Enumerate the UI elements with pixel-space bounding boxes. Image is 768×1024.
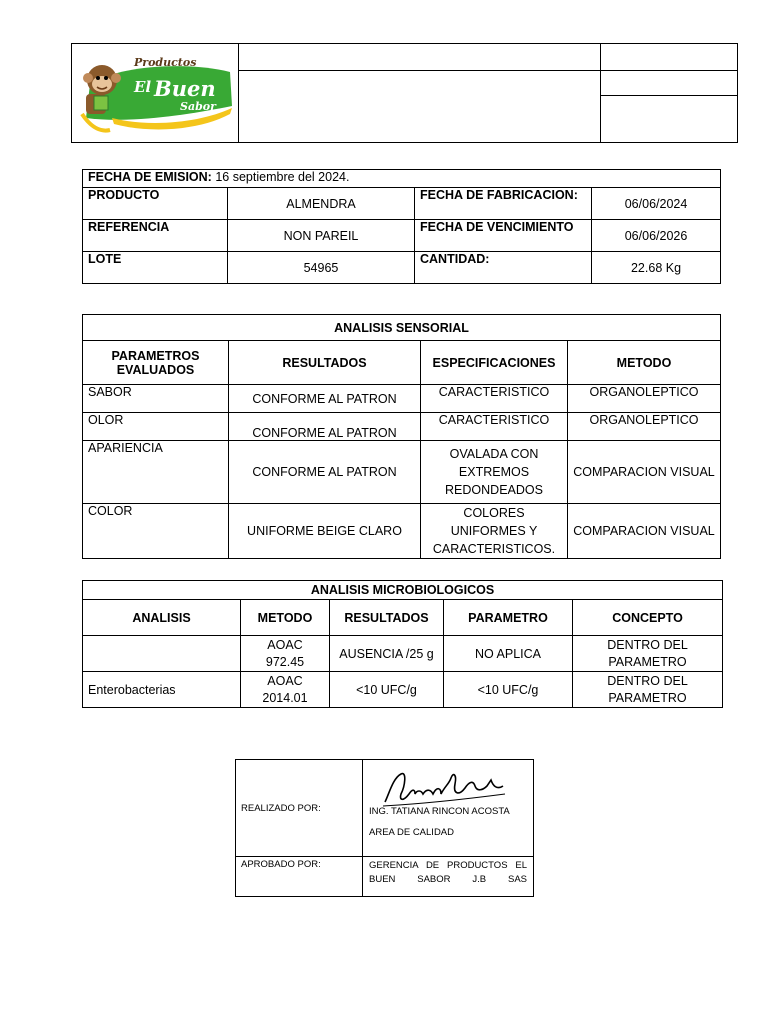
info-value: 06/06/2024 [592,188,721,220]
product-info-table [82,169,721,284]
info-value: 54965 [228,252,415,284]
info-label: PRODUCTO [83,188,228,220]
concept-cell: DENTRO DEL PARAMETRO [573,636,723,672]
header-code-cell [601,44,738,71]
table-row [83,504,721,559]
parameter-cell: <10 UFC/g [444,672,573,708]
result-cell: <10 UFC/g [330,672,444,708]
method-cell: ORGANOLEPTICO [568,413,721,441]
column-header: METODO [568,341,721,385]
info-value: ALMENDRA [228,188,415,220]
info-label: FECHA DE FABRICACION: [415,188,592,220]
info-value: 06/06/2026 [592,220,721,252]
logo-brand-line3: Sabor [180,100,216,113]
document-header [71,43,738,143]
column-header: PARAMETRO [444,600,573,636]
signature-image [379,764,509,810]
made-by-area: AREA DE CALIDAD [369,827,454,838]
table-row [83,385,721,413]
method-cell: AOAC 2014.01 [241,672,330,708]
param-cell: APARIENCIA [83,441,229,504]
result-cell: AUSENCIA /25 g [330,636,444,672]
logo-top-text: Productos [134,56,197,69]
info-row [83,220,721,252]
result-cell: CONFORME AL PATRON [229,413,421,441]
spec-cell: CARACTERISTICO [421,385,568,413]
logo-cell [72,44,239,143]
column-header: RESULTADOS [330,600,444,636]
made-by-label: REALIZADO POR: [236,760,363,857]
signature-table [235,759,534,897]
approved-label: APROBADO POR: [236,857,363,897]
table-row [83,413,721,441]
info-label: LOTE [83,252,228,284]
table-row [83,636,723,672]
info-value: 22.68 Kg [592,252,721,284]
header-title-cell [239,44,601,71]
info-row [83,252,721,284]
logo-brand-line2: Buen [154,76,216,101]
concept-cell: DENTRO DEL PARAMETRO [573,672,723,708]
info-label: CANTIDAD: [415,252,592,284]
info-row [83,188,721,220]
header-version-cell [601,71,738,96]
logo-brand-line1: El [134,78,152,96]
issue-date-value: 16 septiembre del 2024. [215,170,350,184]
issue-date-row [83,170,721,188]
info-label: REFERENCIA [83,220,228,252]
approved-value-text: GERENCIA DE PRODUCTOS EL BUEN SABOR J.B SAS [369,860,527,885]
sensory-analysis-table [82,314,721,559]
table-row [83,441,721,504]
info-value: NON PAREIL [228,220,415,252]
column-header: CONCEPTO [573,600,723,636]
result-cell: UNIFORME BEIGE CLARO [229,504,421,559]
column-header: PARAMETROS EVALUADOS [83,341,229,385]
info-label: FECHA DE VENCIMIENTO [415,220,592,252]
method-cell: COMPARACION VISUAL [568,441,721,504]
table-row [83,672,723,708]
param-cell: SABOR [83,385,229,413]
method-cell: AOAC 972.45 [241,636,330,672]
brand-logo [72,44,239,139]
method-cell: ORGANOLEPTICO [568,385,721,413]
parameter-cell: NO APLICA [444,636,573,672]
column-header: METODO [241,600,330,636]
param-cell: OLOR [83,413,229,441]
header-subtitle-cell [239,71,601,143]
made-by-name: ING. TATIANA RINCON ACOSTA [369,806,510,817]
column-header: ESPECIFICACIONES [421,341,568,385]
micro-title: ANALISIS MICROBIOLOGICOS [83,581,723,600]
result-cell: CONFORME AL PATRON [229,385,421,413]
result-cell: CONFORME AL PATRON [229,441,421,504]
approved-value [363,857,534,897]
spec-cell: OVALADA CON EXTREMOS REDONDEADOS [421,441,568,504]
column-header: ANALISIS [83,600,241,636]
analysis-cell [83,636,241,672]
spec-cell: COLORES UNIFORMES Y CARACTERISTICOS. [421,504,568,559]
column-header: RESULTADOS [229,341,421,385]
header-page-cell [601,96,738,143]
made-by-cell [363,760,534,857]
microbiological-analysis-table [82,580,723,708]
sensory-title: ANALISIS SENSORIAL [83,315,721,341]
spec-cell: CARACTERISTICO [421,413,568,441]
method-cell: COMPARACION VISUAL [568,504,721,559]
param-cell: COLOR [83,504,229,559]
analysis-cell: Enterobacterias [83,672,241,708]
issue-date-label: FECHA DE EMISION: [88,170,212,184]
